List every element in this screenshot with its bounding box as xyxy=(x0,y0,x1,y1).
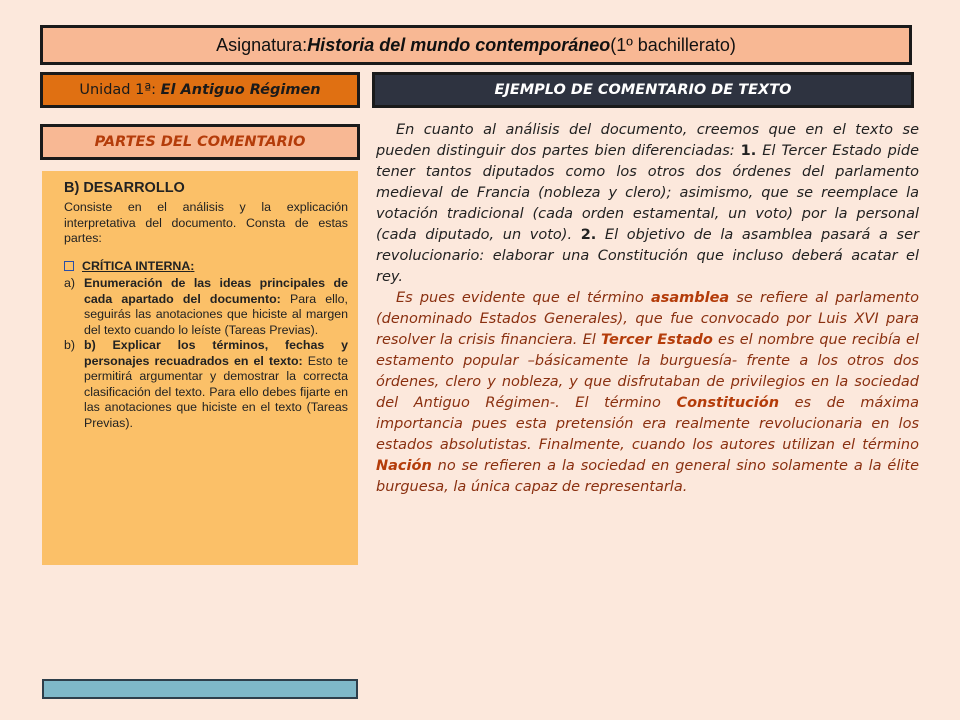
list-text: Para ello, seguirás las anotaciones que hiciste al margen del texto cuando lo leíste (Tareas Previas). xyxy=(84,291,348,337)
parts-title-bar xyxy=(40,124,360,160)
development-panel xyxy=(42,171,358,565)
term-asamblea: asamblea xyxy=(650,290,730,306)
term-tercer-estado: Tercer Estado xyxy=(601,332,713,348)
point-number: 2. xyxy=(580,227,597,243)
subject-suffix: (1º bachillerato) xyxy=(610,34,736,55)
development-heading: B) DESARROLLO xyxy=(64,180,185,196)
list-item xyxy=(64,338,348,431)
point-number: 1. xyxy=(740,143,757,159)
text-run: es el nombre que recibía el estamento popular –básicamente la burguesía- frente a los otros dos órdenes, clero y nobleza, y que disfrutaban de privilegios en la sociedad del Antiguo Régimen-. El término xyxy=(376,332,920,411)
development-intro: Consiste en el análisis y la explicación interpretativa del documento. Consta de estas partes: xyxy=(64,200,348,246)
subject-prefix: Asignatura: xyxy=(216,34,308,55)
term-nacion: Nación xyxy=(376,458,432,474)
list-marker: a) xyxy=(64,276,76,291)
critica-interna-label: CRÍTICA INTERNA xyxy=(82,258,191,273)
list-marker: b) xyxy=(64,338,76,353)
unit-bar xyxy=(40,72,360,108)
list-text: Esto te permitirá argumentar y demostrar la correcta clasificación del texto. Para ello debes fijarte en las anotaciones que hiciste en el texto (Tareas Previas). xyxy=(84,353,348,430)
example-title: EJEMPLO DE COMENTARIO DE TEXTO xyxy=(494,82,792,98)
commentary-paragraph-2 xyxy=(376,288,919,498)
list-item xyxy=(64,276,348,338)
commentary-paragraph-1 xyxy=(376,120,919,288)
term-constitucion: Constitución xyxy=(676,395,780,411)
text-run: En cuanto al análisis del documento, creemos que en el texto se pueden distinguir dos partes bien diferenciadas: xyxy=(376,122,919,159)
parts-title: PARTES DEL COMENTARIO xyxy=(94,134,306,150)
list-bold: b) Explicar los términos, fechas y personajes recuadrados en el texto: xyxy=(84,338,348,368)
checkbox-bullet-icon xyxy=(64,261,74,271)
footer-bar xyxy=(42,679,358,699)
subject-title-bar xyxy=(40,25,912,65)
text-run: se refiere al parlamento (denominado Estados Generales), que fue convocado por Luis XVI para resolver la crisis financiera. El xyxy=(376,290,919,348)
unit-name: El Antiguo Régimen xyxy=(160,82,321,98)
critica-interna-line xyxy=(64,259,348,275)
list-bold: Enumeración de las ideas principales de cada apartado del documento: xyxy=(84,276,348,306)
list-body xyxy=(84,276,348,338)
unit-prefix: Unidad 1ª: xyxy=(79,82,157,98)
commentary-text xyxy=(376,120,919,498)
subject-name: Historia del mundo contemporáneo xyxy=(307,34,611,55)
critica-colon: : xyxy=(190,258,195,273)
example-title-bar xyxy=(372,72,914,108)
text-run: El objetivo de la asamblea pasará a ser revolucionario: elaborar una Constitución que incluso deberá acatar el rey. xyxy=(376,227,919,285)
text-run: no se refieren a la sociedad en general sino solamente a la élite burguesa, la única capaz de representarla. xyxy=(376,458,919,495)
text-run: Es pues evidente que el término xyxy=(396,290,651,306)
list-body xyxy=(84,338,348,431)
text-run: es de máxima importancia pues esta pretensión era realmente revolucionaria en los estados absolutistas. Finalmente, cuando los autores utilizan el término xyxy=(376,395,919,453)
text-run: El Tercer Estado pide tener tantos diputados como los otros dos órdenes del parlamento medieval de Francia (nobleza y clero); asimismo, que se reemplace la votación tradicional (cada orden estamental, un voto) por la personal (cada diputado, un voto). xyxy=(376,143,919,243)
